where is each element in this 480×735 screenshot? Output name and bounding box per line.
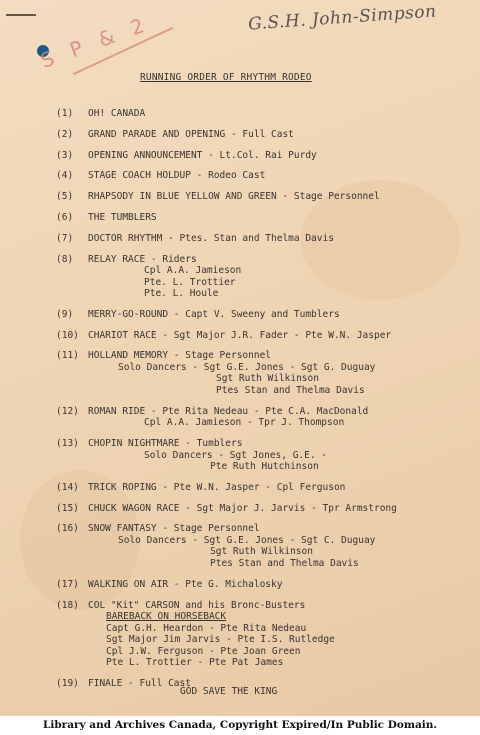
running-order-list	[56, 108, 476, 689]
item-number: (16)	[56, 523, 79, 535]
list-item	[56, 482, 476, 494]
source-caption: Library and Archives Canada, Copyright Expired/In Public Domain.	[0, 716, 480, 735]
item-text: GRAND PARADE AND OPENING - Full Cast	[88, 128, 294, 140]
item-number: (14)	[56, 481, 79, 493]
list-item	[56, 129, 476, 141]
item-text: FINALE - Full Cast	[88, 677, 191, 689]
item-subline: Solo Dancers - Sgt G.E. Jones - Sgt G. Duguay	[118, 361, 376, 373]
item-text: RELAY RACE - Riders	[88, 253, 197, 265]
item-number: (18)	[56, 599, 79, 611]
item-subline: Pte. L. Trottier	[144, 276, 236, 288]
list-item	[56, 438, 476, 473]
item-number: (9)	[56, 308, 74, 320]
list-item	[56, 254, 476, 300]
item-number: (2)	[56, 128, 74, 140]
item-subline: Pte. L. Houle	[144, 288, 219, 300]
item-number: (19)	[56, 677, 79, 689]
item-text: THE TUMBLERS	[88, 211, 157, 223]
list-item	[56, 170, 476, 182]
item-subline: Ptes Stan and Thelma Davis	[210, 557, 359, 569]
handwritten-signature: G.S.H. John-Simpson	[247, 1, 438, 35]
item-text: CHOPIN NIGHTMARE - Tumblers	[88, 438, 243, 450]
item-text: CHARIOT RACE - Sgt Major J.R. Fader - Pte W.N. Jasper	[88, 329, 392, 341]
item-subline: Solo Dancers - Sgt G.E. Jones - Sgt C. Duguay	[118, 534, 376, 546]
item-number: (1)	[56, 108, 74, 119]
item-number: (7)	[56, 232, 74, 244]
item-text: DOCTOR RHYTHM - Ptes. Stan and Thelma Davis	[88, 232, 334, 244]
item-subline: Ptes Stan and Thelma Davis	[216, 384, 365, 396]
list-item	[56, 309, 476, 321]
closing-line: GOD SAVE THE KING	[180, 686, 278, 697]
item-subline: BAREBACK ON HORSEBACK	[106, 611, 227, 623]
item-text: OPENING ANNOUNCEMENT - Lt.Col. Rai Purdy	[88, 149, 317, 161]
item-subline: Sgt Ruth Wilkinson	[216, 373, 319, 385]
item-number: (12)	[56, 405, 79, 417]
item-text: WALKING ON AIR - Pte G. Michalosky	[88, 578, 283, 590]
item-number: (11)	[56, 350, 79, 362]
item-number: (6)	[56, 211, 74, 223]
item-subline: Cpl J.W. Ferguson - Pte Joan Green	[106, 645, 301, 657]
item-text: COL "Kit" CARSON and his Bronc-Busters	[88, 599, 306, 611]
item-text: MERRY-GO-ROUND - Capt V. Sweeny and Tumblers	[88, 308, 340, 320]
list-item	[56, 212, 476, 224]
list-item	[56, 350, 476, 396]
item-subline: Solo Dancers - Sgt Jones, G.E. -	[144, 449, 328, 461]
list-item	[56, 600, 476, 669]
list-item	[56, 330, 476, 342]
item-text: OH! CANADA	[88, 108, 146, 119]
page-title: RUNNING ORDER OF RHYTHM RODEO	[140, 72, 312, 83]
item-number: (4)	[56, 170, 74, 182]
list-item	[56, 108, 476, 120]
list-item	[56, 191, 476, 203]
list-item	[56, 503, 476, 515]
list-item	[56, 523, 476, 569]
item-number: (5)	[56, 191, 74, 203]
list-item	[56, 406, 476, 429]
item-subline: Cpl A.A. Jamieson	[144, 265, 242, 277]
item-number: (3)	[56, 149, 74, 161]
item-text: TRICK ROPING - Pte W.N. Jasper - Cpl Ferguson	[88, 481, 346, 493]
item-text: HOLLAND MEMORY - Stage Personnel	[88, 350, 272, 362]
list-item	[56, 233, 476, 245]
item-number: (10)	[56, 329, 79, 341]
item-number: (17)	[56, 578, 79, 590]
item-subline: Capt G.H. Heardon - Pte Rita Nedeau	[106, 622, 307, 634]
item-subline: Sgt Ruth Wilkinson	[210, 546, 313, 558]
item-text: ROMAN RIDE - Pte Rita Nedeau - Pte C.A. MacDonald	[88, 405, 369, 417]
item-text: STAGE COACH HOLDUP - Rodeo Cast	[88, 170, 266, 182]
item-subline: Cpl A.A. Jamieson - Tpr J. Thompson	[144, 417, 345, 429]
item-text: RHAPSODY IN BLUE YELLOW AND GREEN - Stage Personnel	[88, 191, 380, 203]
item-number: (13)	[56, 438, 79, 450]
list-item	[56, 150, 476, 162]
item-subline: Sgt Major Jim Jarvis - Pte I.S. Rutledge	[106, 634, 335, 646]
pencil-note: S P & 2	[37, 11, 153, 73]
list-item	[56, 579, 476, 591]
item-subline: Pte L. Trottier - Pte Pat James	[106, 657, 284, 669]
item-number: (8)	[56, 253, 74, 265]
item-subline: Pte Ruth Hutchinson	[210, 461, 319, 473]
item-number: (15)	[56, 502, 79, 514]
ink-dash-mark	[6, 14, 36, 16]
item-text: SNOW FANTASY - Stage Personnel	[88, 523, 260, 535]
item-text: CHUCK WAGON RACE - Sgt Major J. Jarvis - Tpr Armstrong	[88, 502, 397, 514]
